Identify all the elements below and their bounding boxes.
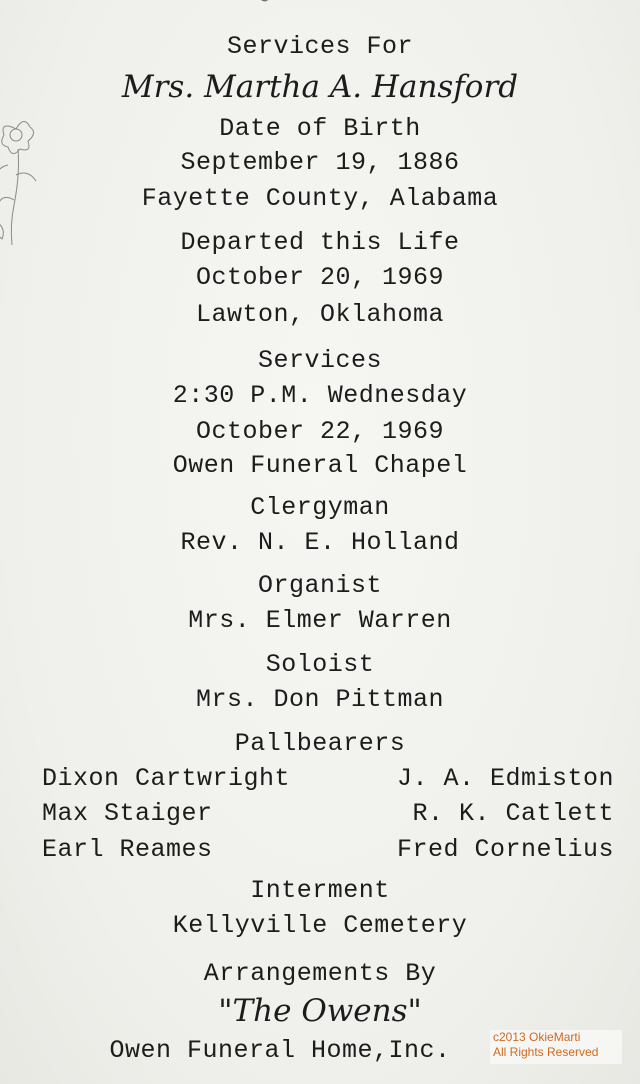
ink-mark [258,0,272,6]
arrangements-label: Arrangements By [203,959,437,988]
birth-place: Fayette County, Alabama [141,184,499,213]
death-label: Departed this Life [180,228,460,257]
arrangements-by: "The Owens" [218,993,422,1029]
services-date: October 22, 1969 [195,417,445,446]
interment-place: Kellyville Cemetery [172,911,468,940]
soloist-label: Soloist [265,650,375,679]
pallbearer-name: Earl Reames [42,835,213,864]
organist-name: Mrs. Elmer Warren [188,606,452,635]
clergyman-name: Rev. N. E. Holland [180,528,460,557]
birth-date: September 19, 1886 [180,148,460,177]
death-place: Lawton, Oklahoma [195,300,445,329]
interment-label: Interment [250,876,390,905]
services-time: 2:30 P.M. Wednesday [172,381,468,410]
services-label: Services [257,346,383,375]
pallbearer-name: R. K. Catlett [412,799,614,828]
birth-label: Date of Birth [219,114,421,143]
pallbearer-name: Fred Cornelius [396,835,614,864]
clergyman-label: Clergyman [250,493,390,522]
deceased-name: Mrs. Martha A. Hansford [121,69,519,105]
copyright-watermark [490,1030,622,1064]
services-for-heading: Services For [226,32,414,61]
pallbearers-label: Pallbearers [234,729,406,758]
pallbearer-name: J. A. Edmiston [396,764,614,793]
death-date: October 20, 1969 [195,263,445,292]
watermark-line: All Rights Reserved [493,1045,599,1059]
organist-label: Organist [257,571,383,600]
services-location: Owen Funeral Chapel [172,451,468,480]
watermark-line: c2013 OkieMarti [493,1030,581,1044]
pallbearer-name: Max Staiger [42,799,213,828]
pallbearer-name: Dixon Cartwright [42,764,291,793]
funeral-home-name: Owen Funeral Home,Inc. [109,1036,451,1065]
soloist-name: Mrs. Don Pittman [195,685,445,714]
